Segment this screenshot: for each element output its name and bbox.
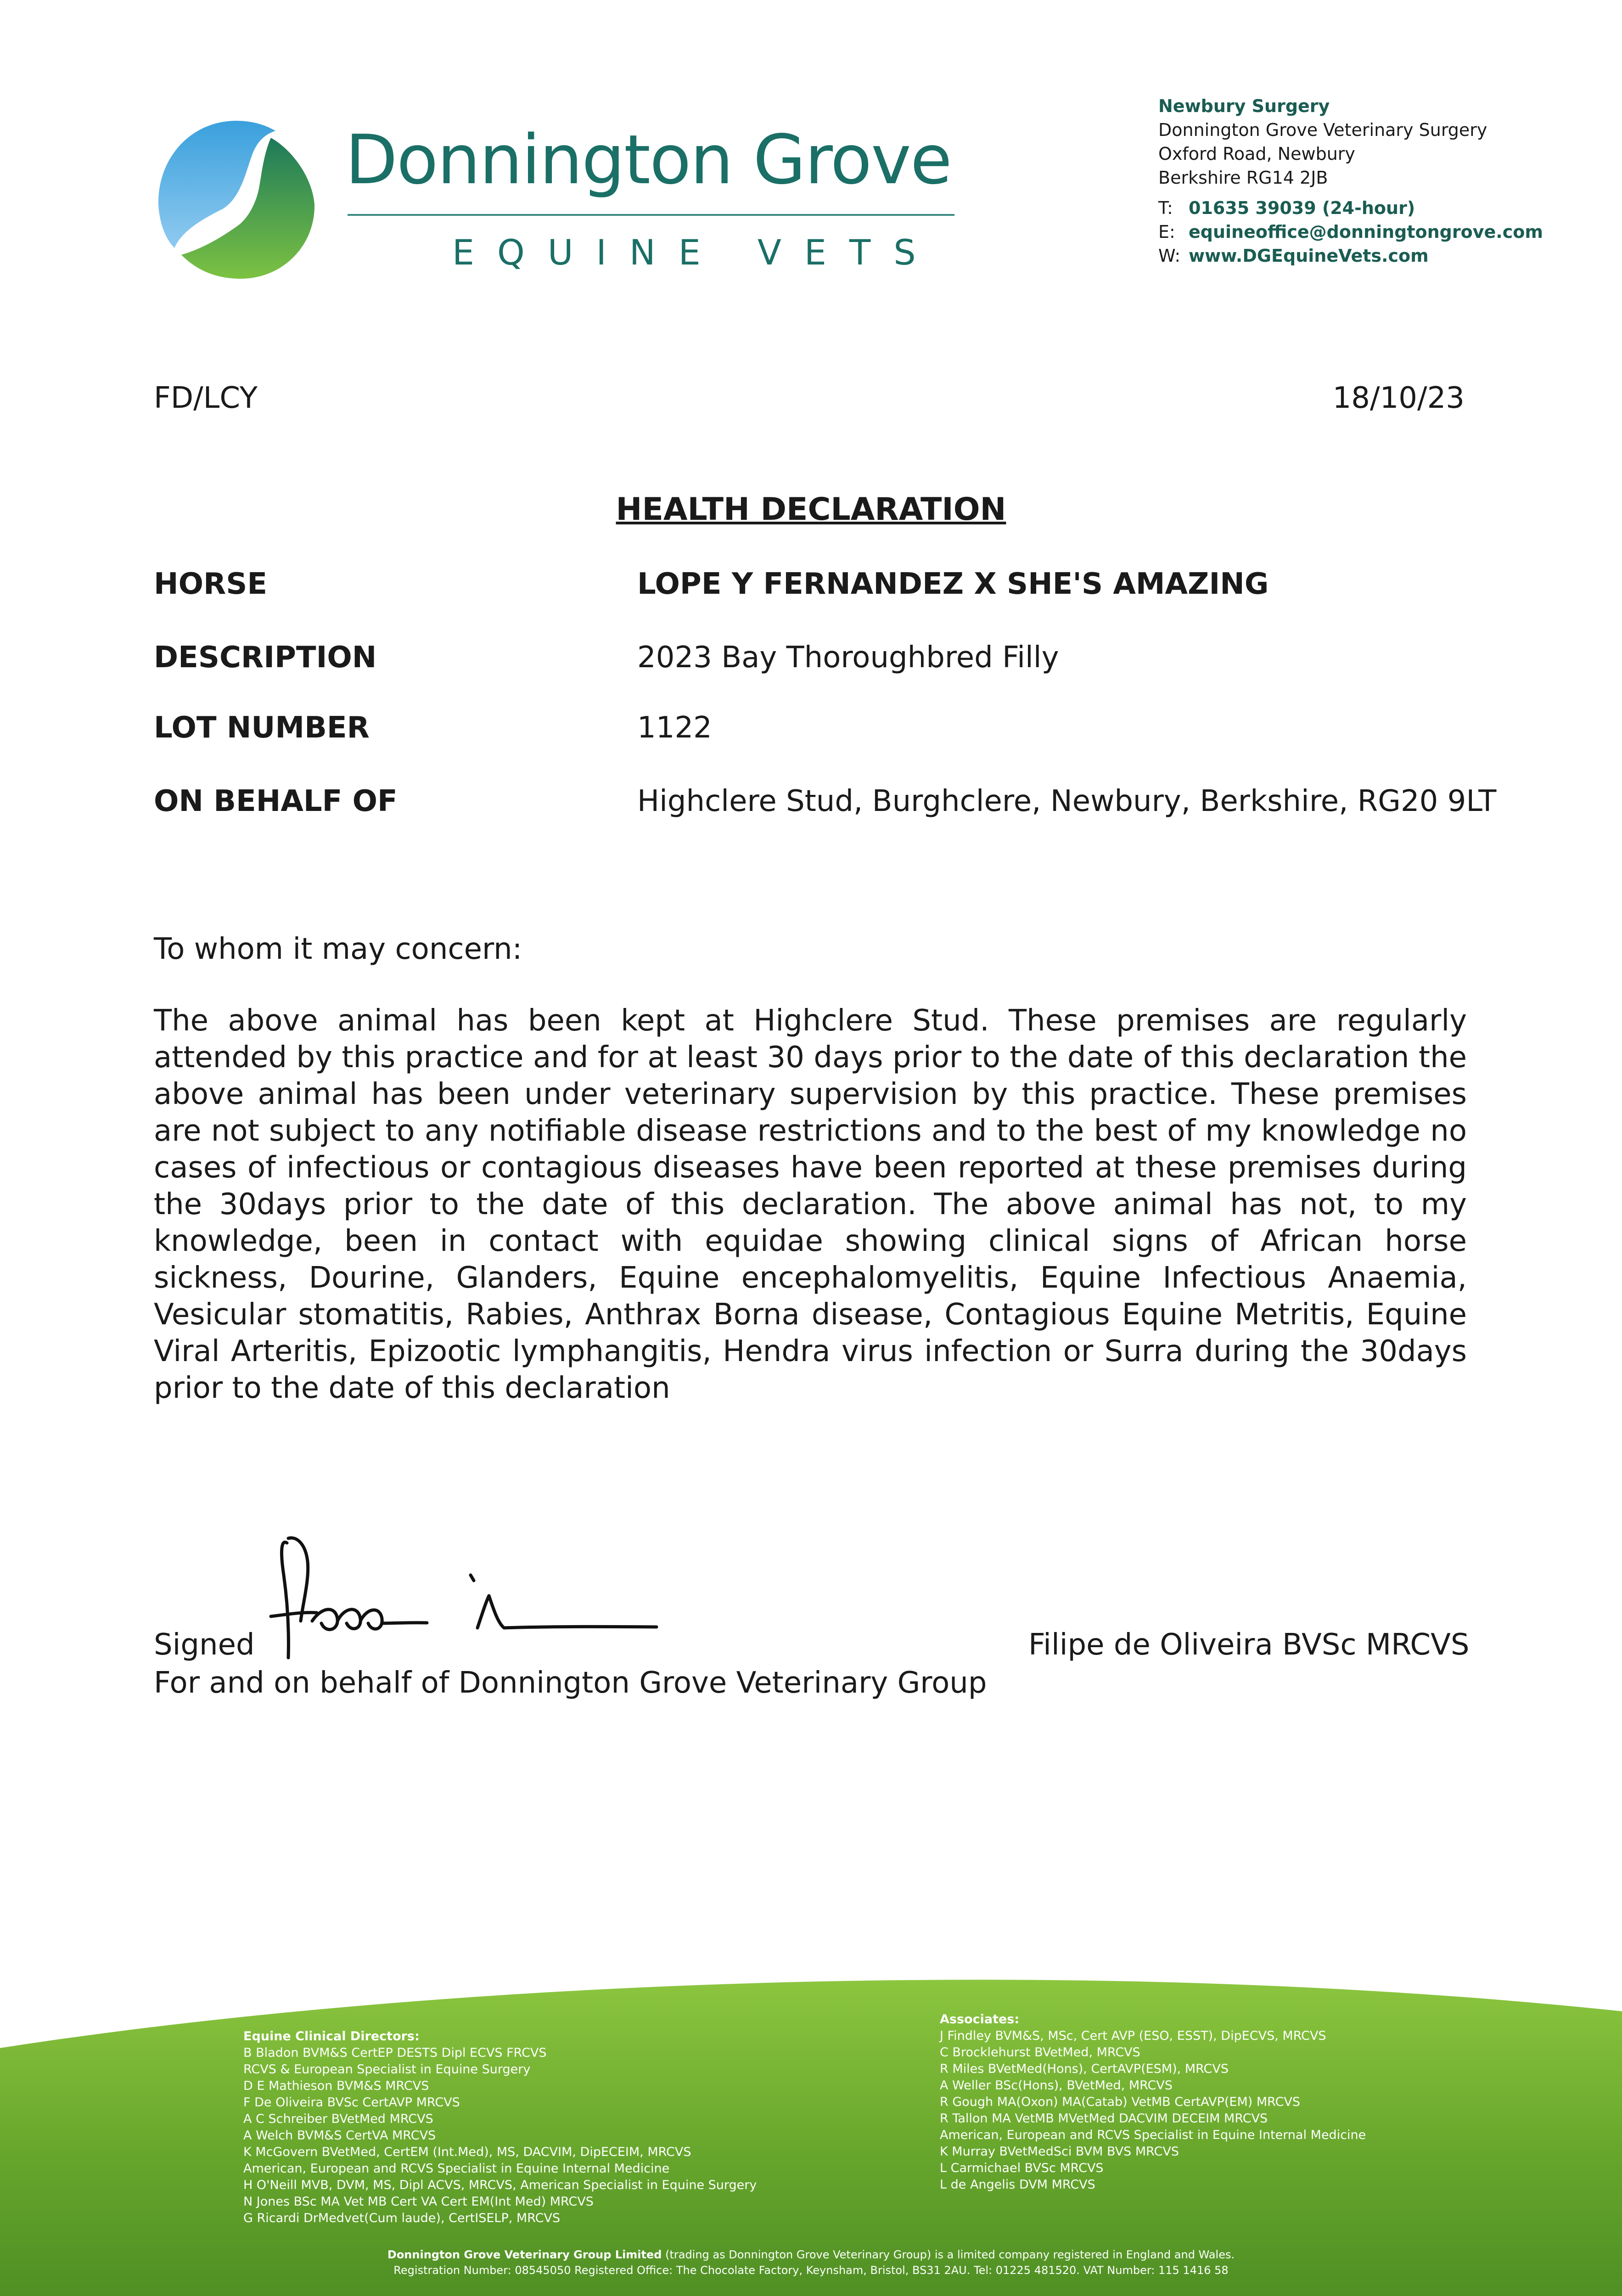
associate-entry: L de Angelis DVM MRCVS — [940, 2178, 1095, 2192]
on-behalf-of-label: ON BEHALF OF — [154, 784, 398, 818]
website-link[interactable]: www.DGEquineVets.com — [1189, 246, 1429, 266]
contact-block — [1158, 94, 1608, 268]
email-link[interactable]: equineoffice@donningtongrove.com — [1189, 222, 1543, 242]
company-statement — [0, 2247, 1622, 2262]
company-description: (trading as Donnington Grove Veterinary Group) is a limited company registered in England and Wales. — [662, 2248, 1235, 2261]
director-entry: A C Schreiber BVetMed MRCVS — [243, 2112, 433, 2126]
directors-heading: Equine Clinical Directors: — [243, 2029, 420, 2043]
on-behalf-statement: For and on behalf of Donnington Grove Veterinary Group — [154, 1666, 987, 1700]
associate-entry: American, European and RCVS Specialist in Equine Internal Medicine — [940, 2128, 1366, 2142]
director-entry: RCVS & European Specialist in Equine Surgery — [243, 2062, 531, 2077]
associate-entry: C Brocklehurst BVetMed, MRCVS — [940, 2045, 1140, 2060]
clinical-directors-list — [243, 2028, 909, 2227]
address-line: Donnington Grove Veterinary Surgery — [1158, 120, 1487, 140]
director-entry: N Jones BSc MA Vet MB Cert VA Cert EM(Int Med) MRCVS — [243, 2195, 594, 2209]
director-entry: American, European and RCVS Specialist in Equine Internal Medicine — [243, 2161, 670, 2176]
description-label: DESCRIPTION — [154, 641, 377, 675]
declaration-body: The above animal has been kept at Highclere Stud. These premises are regularly attended by this practice and for at least 30 days prior to the date of this declaration the above animal has been under veterinary supervision by this practice. These premises are not subject to any notifiable disease restrictions and to the best of my knowledge no cases of infectious or contagious diseases have been reported at these premises during the 30days prior to the date of this declaration. The above animal has not, to my knowledge, been in contact with equidae showing clinical signs of African horse sickness, Dourine, Glanders, Equine encephalomyelitis, Equine Infectious Anaemia, Vesicular stomatitis, Rabies, Anthrax Borna disease, Contagious Equine Metritis, Equine Viral Arteritis, Epizootic lymphangitis, Hendra virus infection or Surra during the 30days prior to the date of this declaration — [154, 1004, 1467, 1405]
associates-list — [940, 2011, 1583, 2193]
signed-label: Signed — [154, 1628, 255, 1662]
web-row — [1158, 244, 1608, 268]
description-value: 2023 Bay Thoroughbred Filly — [637, 641, 1059, 675]
phone-row — [1158, 196, 1608, 220]
signatory-name: Filipe de Oliveira BVSc MRCVS — [1028, 1628, 1470, 1662]
associate-entry: R Miles BVetMed(Hons), CertAVP(ESM), MRCVS — [940, 2062, 1229, 2076]
company-registration — [0, 2247, 1622, 2278]
director-entry: G Ricardi DrMedvet(Cum laude), CertISELP, MRCVS — [243, 2211, 561, 2225]
company-name: Donnington Grove Veterinary Group Limited — [387, 2248, 662, 2261]
document-title: HEALTH DECLARATION — [616, 491, 1006, 528]
associate-entry: R Gough MA(Oxon) MA(Catab) VetMB CertAVP(EM) MRCVS — [940, 2095, 1301, 2109]
web-key: W: — [1158, 246, 1181, 266]
brand-subtitle: EQUINE VETS — [452, 232, 939, 273]
reference-code: FD/LCY — [154, 381, 258, 415]
email-key: E: — [1158, 222, 1175, 242]
registration-details: Registration Number: 08545050 Registered Office: The Chocolate Factory, Keynsham, Bristol, BS31 2AU. Tel: 01225 481520. VAT Number: 115 1416 58 — [393, 2264, 1229, 2277]
on-behalf-of-value: Highclere Stud, Burghclere, Newbury, Berkshire, RG20 9LT — [637, 784, 1497, 818]
address-line: Oxford Road, Newbury — [1158, 144, 1355, 164]
handwritten-signature — [262, 1529, 666, 1667]
brand-divider — [348, 214, 954, 216]
document-date: 18/10/23 — [1332, 381, 1465, 415]
associates-heading: Associates: — [940, 2012, 1020, 2026]
phone-key: T: — [1158, 198, 1173, 218]
associate-entry: A Weller BSc(Hons), BVetMed, MRCVS — [940, 2078, 1173, 2093]
salutation: To whom it may concern: — [154, 932, 522, 966]
horse-label: HORSE — [154, 567, 268, 601]
associate-entry: R Tallon MA VetMB MVetMed DACVIM DECEIM MRCVS — [940, 2111, 1268, 2126]
associate-entry: K Murray BVetMedSci BVM BVS MRCVS — [940, 2144, 1179, 2159]
lot-number-label: LOT NUMBER — [154, 711, 370, 745]
lot-number-value: 1122 — [637, 711, 712, 745]
phone-value: 01635 39039 (24-hour) — [1189, 198, 1415, 218]
address-line: Berkshire RG14 2JB — [1158, 168, 1328, 188]
director-entry: K McGovern BVetMed, CertEM (Int.Med), MS, DACVIM, DipECEIM, MRCVS — [243, 2145, 691, 2159]
associate-entry: L Carmichael BVSc MRCVS — [940, 2161, 1104, 2175]
donnington-grove-logo-icon — [154, 117, 319, 282]
contact-title: Newbury Surgery — [1158, 96, 1330, 116]
associate-entry: J Findley BVM&S, MSc, Cert AVP (ESO, ESST), DipECVS, MRCVS — [940, 2029, 1326, 2043]
director-entry: H O'Neill MVB, DVM, MS, Dipl ACVS, MRCVS, American Specialist in Equine Surgery — [243, 2178, 757, 2192]
director-entry: A Welch BVM&S CertVA MRCVS — [243, 2128, 436, 2143]
horse-value: LOPE Y FERNANDEZ X SHE'S AMAZING — [637, 567, 1269, 601]
brand-name: Donnington Grove — [345, 120, 951, 199]
director-entry: F De Oliveira BVSc CertAVP MRCVS — [243, 2095, 460, 2110]
email-row — [1158, 220, 1608, 244]
director-entry: B Bladon BVM&S CertEP DESTS Dipl ECVS FRCVS — [243, 2046, 547, 2060]
director-entry: D E Mathieson BVM&S MRCVS — [243, 2079, 429, 2093]
